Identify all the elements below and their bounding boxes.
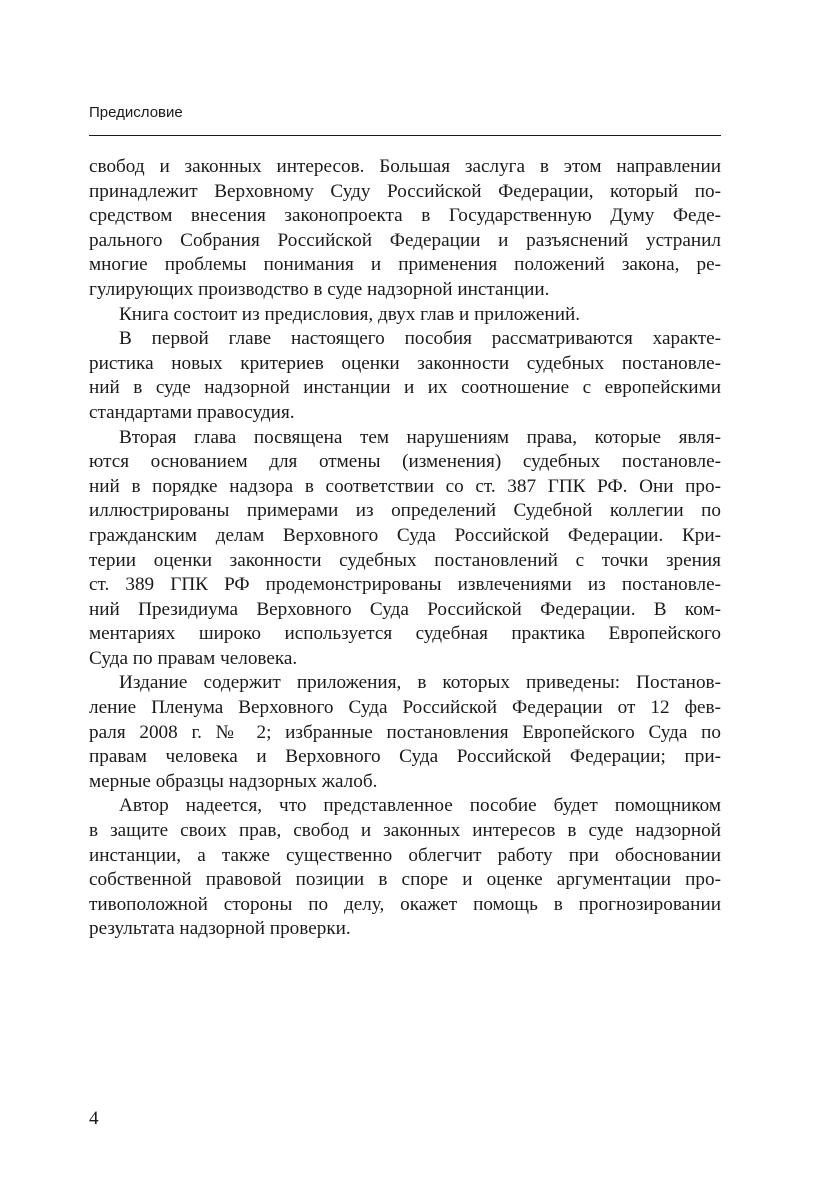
paragraph (89, 794, 721, 942)
text-line: ний Президиума Верховного Суда Российской Федерации. В ком- (89, 598, 721, 620)
text-line: в защите своих прав, свобод и законных интересов в суде надзорной (89, 820, 721, 842)
text-line: инстанции, а также существенно облегчит работу при обосновании (89, 844, 721, 866)
text-line: Издание содержит приложения, в которых приведены: Постанов- (119, 672, 721, 694)
text-line: стандартами правосудия. (89, 401, 295, 423)
page-number: 4 (89, 1108, 99, 1129)
text-line: раля 2008 г. № 2; избранные постановления Европейского Суда по (89, 721, 721, 743)
text-line: ментариях широко используется судебная практика Европейского (89, 623, 721, 645)
text-line: принадлежит Верховному Суду Российской Федерации, который по- (89, 180, 721, 202)
text-line: собственной правовой позиции в споре и оценке аргументации про- (89, 869, 721, 891)
text-line: Книга состоит из предисловия, двух глав и приложений. (119, 303, 581, 325)
text-line: рального Собрания Российской Федерации и разъяснений устранил (89, 229, 721, 251)
text-line: ст. 389 ГПК РФ продемонстрированы извлечениями из постановле- (89, 574, 721, 596)
paragraph (89, 426, 721, 672)
text-line: ление Пленума Верховного Суда Российской Федерации от 12 фев- (89, 697, 721, 719)
text-line: ний в порядке надзора в соответствии со ст. 387 ГПК РФ. Они про- (89, 475, 721, 497)
text-line: В первой главе настоящего пособия рассматриваются характе- (119, 328, 721, 350)
text-line: ристика новых критериев оценки законности судебных постановле- (89, 352, 721, 374)
text-line: средством внесения законопроекта в Государственную Думу Феде- (89, 205, 721, 227)
text-line: гулирующих производство в суде надзорной инстанции. (89, 278, 550, 300)
text-line: гражданским делам Верховного Суда Российской Федерации. Кри- (89, 524, 721, 546)
text-line: свобод и законных интересов. Большая заслуга в этом направлении (89, 156, 721, 177)
text-line: мерные образцы надзорных жалоб. (89, 770, 378, 792)
text-line: результата надзорной проверки. (89, 918, 351, 940)
text-line: Автор надеется, что представленное пособие будет помощником (119, 795, 721, 817)
text-line: ются основанием для отмены (изменения) судебных постановле- (89, 451, 721, 473)
text-line: Вторая глава посвящена тем нарушениям права, которые явля- (119, 426, 721, 448)
text-line: Суда по правам человека. (89, 647, 298, 669)
body-text (89, 155, 721, 942)
text-line: ний в суде надзорной инстанции и их соотношение с европейскими (89, 377, 721, 399)
text-line: тивоположной стороны по делу, окажет помощь в прогнозировании (89, 893, 721, 915)
text-line: правам человека и Верховного Суда Российской Федерации; при- (89, 746, 721, 768)
running-header: Предисловие (89, 104, 183, 121)
paragraph (89, 155, 721, 303)
paragraph (89, 303, 721, 328)
header-rule (89, 135, 721, 136)
paragraph (89, 327, 721, 425)
text-line: иллюстрированы примерами из определений Судебной коллегии по (89, 500, 721, 522)
text-line: многие проблемы понимания и применения положений закона, ре- (89, 254, 721, 276)
paragraph (89, 671, 721, 794)
text-line: терии оценки законности судебных постановлений с точки зрения (89, 549, 721, 571)
